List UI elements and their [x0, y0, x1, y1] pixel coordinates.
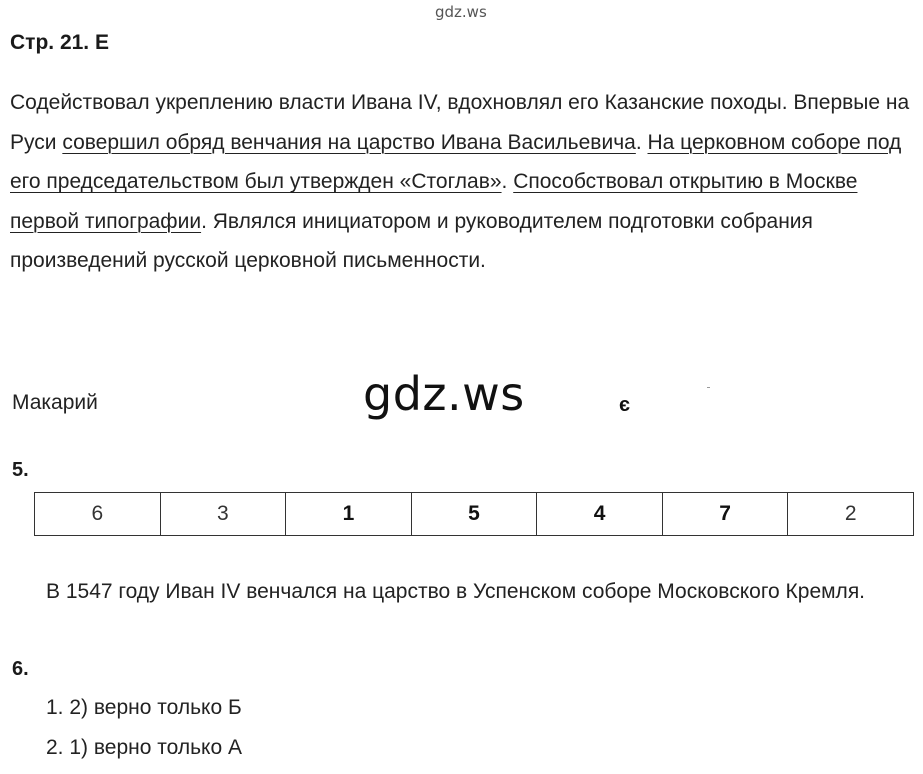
sequence-table	[34, 492, 914, 536]
sequence-cell: 2	[788, 493, 914, 536]
coronation-fact: В 1547 году Иван IV венчался на царство в Успенском соборе Московского Кремля.	[46, 580, 866, 603]
watermark-top: gdz.ws	[435, 3, 487, 21]
paragraph-text-3: .	[501, 170, 514, 193]
watermark-big-part1: gdz	[363, 367, 448, 421]
sequence-cell: 3	[160, 493, 286, 536]
paragraph-text-1: Содействовал укреплению власти Ивана IV, вдохновлял его Казанские походы. Впервые на Руси	[10, 91, 910, 154]
scan-mark	[707, 387, 710, 388]
answer-name: Макарий	[12, 391, 98, 414]
sequence-cell: 7	[662, 493, 788, 536]
sequence-cell: 4	[537, 493, 663, 536]
sequence-cell: 6	[35, 493, 161, 536]
text-fragment: є	[619, 394, 631, 416]
biography-paragraph	[10, 83, 915, 281]
paragraph-text-4: . Являлся инициатором и руководителем подготовки собрания произведений русской церковной письменности.	[10, 209, 813, 272]
sequence-cell: 5	[411, 493, 537, 536]
sequence-row	[35, 493, 914, 536]
task-6-number: 6.	[12, 658, 29, 680]
watermark-big-part2: .ws	[447, 367, 525, 421]
task-6-answer-1: 1. 2) верно только Б	[46, 696, 242, 719]
watermark-big	[363, 367, 525, 421]
sequence-cell: 1	[286, 493, 412, 536]
underlined-fact-3: Способствовал открытию в Москве первой типографии	[10, 170, 858, 233]
task-6-answer-2: 2. 1) верно только А	[46, 736, 242, 759]
task-5-number: 5.	[12, 459, 29, 481]
underlined-fact-2: На церковном соборе под его председательством был утвержден «Стоглав»	[10, 130, 902, 193]
paragraph-text-2: .	[635, 130, 648, 154]
page-heading: Стр. 21. Е	[10, 31, 109, 54]
underlined-fact-1: совершил обряд венчания на царство Ивана Васильевича	[62, 130, 636, 154]
